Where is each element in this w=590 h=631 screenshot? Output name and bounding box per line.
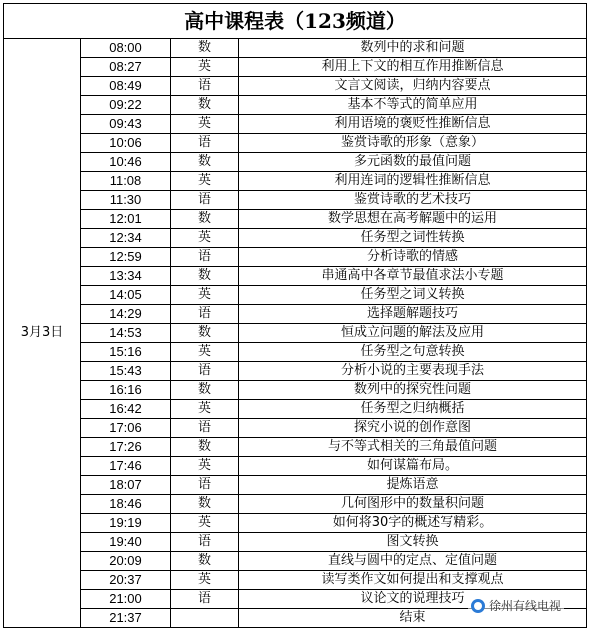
- topic-cell: 任务型之词义转换: [239, 286, 587, 305]
- time-cell: 21:00: [81, 590, 171, 609]
- subject-cell: 数: [171, 210, 239, 229]
- topic-cell: 文言文阅读，归纳内容要点: [239, 77, 587, 96]
- time-cell: 17:06: [81, 419, 171, 438]
- topic-cell: 利用语境的褒贬性推断信息: [239, 115, 587, 134]
- table-row: [4, 476, 587, 495]
- time-cell: 12:34: [81, 229, 171, 248]
- time-cell: 18:46: [81, 495, 171, 514]
- subject-cell: 数: [171, 438, 239, 457]
- subject-cell: 英: [171, 58, 239, 77]
- subject-cell: 语: [171, 77, 239, 96]
- time-cell: 08:00: [81, 39, 171, 58]
- topic-cell: 图文转换: [239, 533, 587, 552]
- tv-logo-icon: [471, 599, 485, 613]
- subject-cell: 数: [171, 324, 239, 343]
- time-cell: 12:59: [81, 248, 171, 267]
- subject-cell: 英: [171, 115, 239, 134]
- topic-cell: 利用上下文的相互作用推断信息: [239, 58, 587, 77]
- time-cell: 11:08: [81, 172, 171, 191]
- table-row: [4, 457, 587, 476]
- table-row: [4, 96, 587, 115]
- table-row: [4, 286, 587, 305]
- topic-cell: 串通高中各章节最值求法小专题: [239, 267, 587, 286]
- topic-cell: 任务型之归纳概括: [239, 400, 587, 419]
- topic-cell: 鉴赏诗歌的艺术技巧: [239, 191, 587, 210]
- topic-cell: 恒成立问题的解法及应用: [239, 324, 587, 343]
- time-cell: 09:43: [81, 115, 171, 134]
- topic-cell: 分析小说的主要表现手法: [239, 362, 587, 381]
- topic-cell: 结束: [239, 609, 587, 628]
- time-cell: 10:46: [81, 153, 171, 172]
- table-row: [4, 400, 587, 419]
- table-row: [4, 248, 587, 267]
- table-row: [4, 419, 587, 438]
- table-row: [4, 115, 587, 134]
- subject-cell: 英: [171, 343, 239, 362]
- topic-cell: 读写类作文如何提出和支撑观点: [239, 571, 587, 590]
- subject-cell: 英: [171, 571, 239, 590]
- subject-cell: 英: [171, 229, 239, 248]
- topic-cell: 鉴赏诗歌的形象（意象）: [239, 134, 587, 153]
- subject-cell: 语: [171, 305, 239, 324]
- table-row: [4, 267, 587, 286]
- time-cell: 18:07: [81, 476, 171, 495]
- subject-cell: 语: [171, 191, 239, 210]
- topic-cell: 利用连词的逻辑性推断信息: [239, 172, 587, 191]
- subject-cell: 英: [171, 514, 239, 533]
- table-row: [4, 552, 587, 571]
- table-row: [4, 191, 587, 210]
- schedule-table: [3, 3, 587, 628]
- subject-cell: 语: [171, 476, 239, 495]
- time-cell: 14:05: [81, 286, 171, 305]
- table-row: [4, 305, 587, 324]
- subject-cell: 语: [171, 248, 239, 267]
- topic-cell: 直线与圆中的定点、定值问题: [239, 552, 587, 571]
- subject-cell: 数: [171, 153, 239, 172]
- date-cell: 3月3日: [4, 39, 81, 628]
- topic-cell: 提炼语意: [239, 476, 587, 495]
- subject-cell: 语: [171, 590, 239, 609]
- topic-cell: 与不等式相关的三角最值问题: [239, 438, 587, 457]
- subject-cell: 语: [171, 419, 239, 438]
- time-cell: 16:42: [81, 400, 171, 419]
- watermark-text: 徐州有线电视: [489, 599, 562, 613]
- time-cell: 17:46: [81, 457, 171, 476]
- subject-cell: 语: [171, 533, 239, 552]
- table-row: [4, 134, 587, 153]
- topic-cell: 几何图形中的数量积问题: [239, 495, 587, 514]
- topic-cell: 数列中的探究性问题: [239, 381, 587, 400]
- topic-cell: 多元函数的最值问题: [239, 153, 587, 172]
- time-cell: 19:40: [81, 533, 171, 552]
- table-row: [4, 77, 587, 96]
- time-cell: 13:34: [81, 267, 171, 286]
- topic-cell: 数列中的求和问题: [239, 39, 587, 58]
- subject-cell: 数: [171, 267, 239, 286]
- time-cell: 16:16: [81, 381, 171, 400]
- topic-cell: 如何将30字的概述写精彩。: [239, 514, 587, 533]
- subject-cell: 数: [171, 96, 239, 115]
- time-cell: 08:49: [81, 77, 171, 96]
- topic-cell: 如何谋篇布局。: [239, 457, 587, 476]
- schedule-sheet: [3, 3, 586, 628]
- time-cell: 19:19: [81, 514, 171, 533]
- subject-cell: 数: [171, 39, 239, 58]
- table-row: [4, 324, 587, 343]
- title-row: [4, 4, 587, 39]
- table-row: [4, 571, 587, 590]
- table-row: [4, 229, 587, 248]
- topic-cell: 数学思想在高考解题中的运用: [239, 210, 587, 229]
- table-row: [4, 438, 587, 457]
- subject-cell: 英: [171, 172, 239, 191]
- table-row: [4, 58, 587, 77]
- table-title: 高中课程表（123频道）: [4, 4, 587, 39]
- time-cell: 08:27: [81, 58, 171, 77]
- subject-cell: 数: [171, 552, 239, 571]
- table-row: [4, 533, 587, 552]
- time-cell: 21:37: [81, 609, 171, 628]
- time-cell: 20:37: [81, 571, 171, 590]
- table-row: [4, 210, 587, 229]
- time-cell: 11:30: [81, 191, 171, 210]
- subject-cell: 英: [171, 400, 239, 419]
- topic-cell: 基本不等式的简单应用: [239, 96, 587, 115]
- subject-cell: 数: [171, 495, 239, 514]
- time-cell: 14:53: [81, 324, 171, 343]
- table-row: [4, 343, 587, 362]
- table-row: [4, 39, 587, 58]
- table-row: [4, 514, 587, 533]
- topic-cell: 任务型之词性转换: [239, 229, 587, 248]
- topic-cell: 分析诗歌的情感: [239, 248, 587, 267]
- topic-cell: 选择题解题技巧: [239, 305, 587, 324]
- table-row: [4, 362, 587, 381]
- table-row: [4, 495, 587, 514]
- topic-cell: 议论文的说理技巧: [239, 590, 587, 609]
- time-cell: 20:09: [81, 552, 171, 571]
- watermark: [468, 597, 564, 614]
- time-cell: 15:16: [81, 343, 171, 362]
- time-cell: 09:22: [81, 96, 171, 115]
- table-row: [4, 381, 587, 400]
- time-cell: 14:29: [81, 305, 171, 324]
- time-cell: 17:26: [81, 438, 171, 457]
- topic-cell: 任务型之句意转换: [239, 343, 587, 362]
- time-cell: 12:01: [81, 210, 171, 229]
- subject-cell: [171, 609, 239, 628]
- subject-cell: 语: [171, 362, 239, 381]
- table-row: [4, 172, 587, 191]
- time-cell: 15:43: [81, 362, 171, 381]
- subject-cell: 数: [171, 381, 239, 400]
- table-row: [4, 153, 587, 172]
- subject-cell: 英: [171, 457, 239, 476]
- topic-cell: 探究小说的创作意图: [239, 419, 587, 438]
- time-cell: 10:06: [81, 134, 171, 153]
- subject-cell: 英: [171, 286, 239, 305]
- subject-cell: 语: [171, 134, 239, 153]
